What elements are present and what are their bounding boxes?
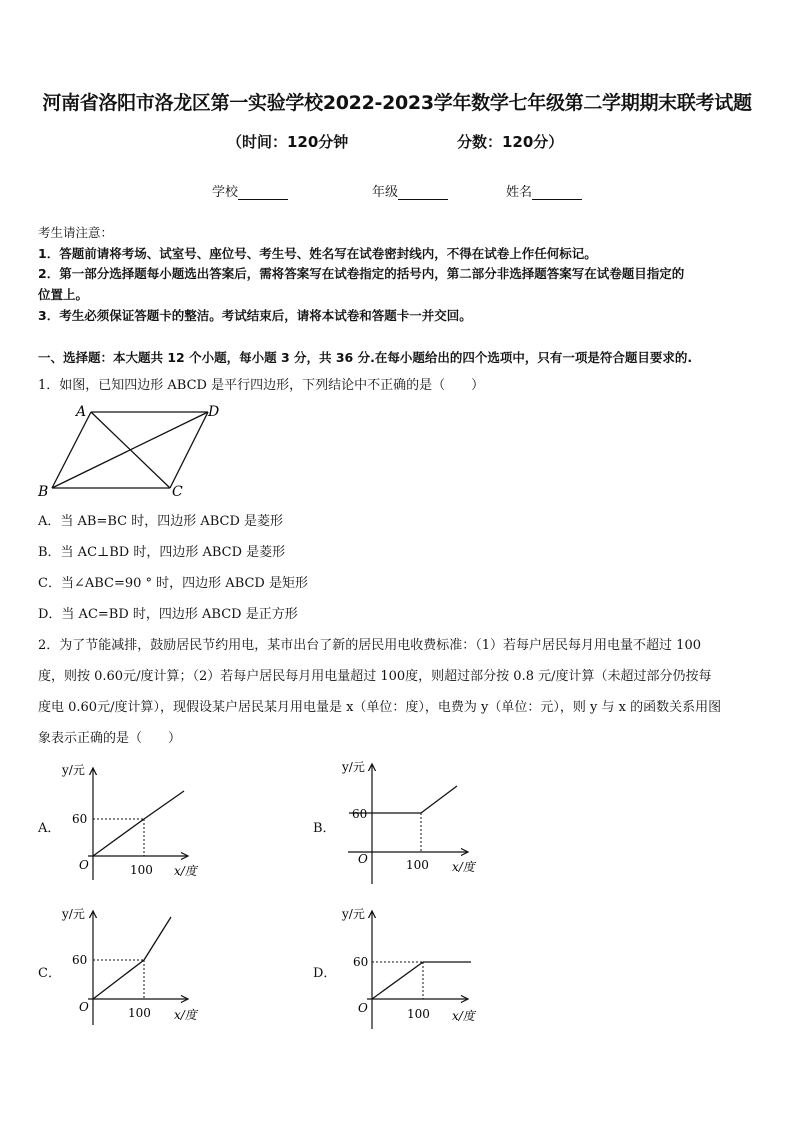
grade-label: 年级 (372, 185, 399, 200)
school-field[interactable] (212, 181, 288, 200)
origin: O (358, 852, 368, 866)
q1-parallelogram-figure (36, 400, 236, 500)
grade-field[interactable] (372, 181, 448, 200)
q1-option-b: B．当 AC⊥BD 时，四边形 ABCD 是菱形 (38, 545, 286, 560)
label-c: C (172, 484, 183, 500)
q2-graph-c (60, 903, 220, 1028)
origin: O (358, 1001, 368, 1015)
q1-option-c: C．当∠ABC=90 ° 时，四边形 ABCD 是矩形 (38, 576, 308, 591)
exam-time: （时间：120分钟 (227, 133, 349, 151)
q2-option-a-label: A． (38, 821, 61, 836)
notice-item-2: 2．第一部分选择题每小题选出答案后，需将答案写在试卷指定的括号内，第二部分非选择题答案写在试卷题目指定的 (38, 266, 685, 281)
ylabel: y/元 (62, 907, 85, 921)
xlabel: x/度 (174, 1008, 197, 1022)
exam-score: 分数：120分） (457, 133, 564, 151)
q2-line-1: 2．为了节能减排，鼓励居民节约用电，某市出台了新的居民用电收费标准：（1）若每户居民每月用电量不超过 100 (38, 638, 701, 653)
ylabel: y/元 (342, 760, 365, 774)
y-tick: 60 (353, 955, 369, 969)
q2-option-c-label: C． (38, 966, 61, 981)
label-b: B (38, 484, 49, 500)
ylabel: y/元 (342, 907, 365, 921)
name-field[interactable] (506, 181, 582, 200)
notice-item-1: 1．答题前请将考场、试室号、座位号、考生号、姓名写在试卷密封线内，不得在试卷上作任何标记。 (38, 246, 597, 261)
section-heading: 一、选择题：本大题共 12 个小题，每小题 3 分，共 36 分.在每小题给出的四个选项中，只有一项是符合题目要求的. (38, 350, 693, 365)
q1-option-a: A．当 AB=BC 时，四边形 ABCD 是菱形 (38, 514, 284, 529)
q2-graph-d (340, 903, 490, 1033)
x-tick: 100 (406, 858, 429, 872)
q1-stem: 1．如图，已知四边形 ABCD 是平行四边形，下列结论中不正确的是（ ） (38, 378, 485, 393)
school-label: 学校 (212, 185, 239, 200)
ylabel: y/元 (62, 763, 85, 777)
q2-graph-a (60, 760, 220, 885)
notice-item-2-cont: 位置上。 (38, 287, 89, 302)
page-title: 河南省洛阳市洛龙区第一实验学校2022-2023学年数学七年级第二学期期末联考试题 (42, 92, 752, 114)
x-tick: 100 (130, 863, 153, 877)
xlabel: x/度 (452, 860, 475, 874)
name-label: 姓名 (506, 185, 533, 200)
q2-line-2: 度，则按 0.60元/度计算；（2）若每户居民每月用电量超过 100度，则超过部分按 0.8 元/度计算（未超过部分仍按每 (38, 669, 712, 684)
label-a: A (76, 404, 87, 420)
q2-graph-b (340, 756, 490, 886)
q2-line-4: 象表示正确的是（ ） (38, 731, 182, 746)
origin: O (79, 858, 89, 872)
label-d: D (208, 404, 220, 420)
q2-line-3: 度电 0.60元/度计算），现假设某户居民某月用电量是 x（单位：度），电费为 y（单位：元），则 y 与 x 的函数关系用图 (38, 700, 722, 715)
notice-item-3: 3．考生必须保证答题卡的整洁。考试结束后，请将本试卷和答题卡一并交回。 (38, 308, 472, 323)
x-tick: 100 (407, 1007, 430, 1021)
q1-option-d: D．当 AC=BD 时，四边形 ABCD 是正方形 (38, 607, 298, 622)
y-tick: 60 (352, 807, 368, 821)
x-tick: 100 (128, 1006, 151, 1020)
notice-heading: 考生请注意： (38, 225, 114, 240)
q2-option-b-label: B． (313, 821, 336, 836)
y-tick: 60 (72, 812, 88, 826)
xlabel: x/度 (174, 864, 197, 878)
origin: O (79, 1000, 89, 1014)
q2-option-d-label: D． (313, 966, 337, 981)
y-tick: 60 (72, 953, 88, 967)
xlabel: x/度 (452, 1009, 475, 1023)
